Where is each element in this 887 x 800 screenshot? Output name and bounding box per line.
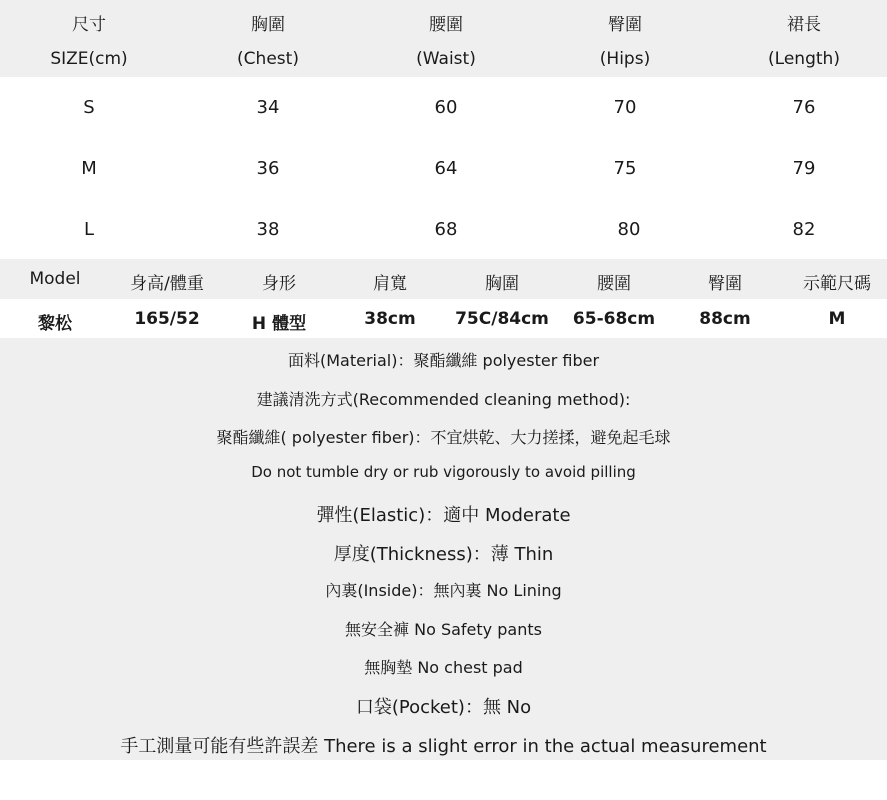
size-header-cell: 尺寸 [72,15,106,35]
chest-cell: 34 [256,97,280,118]
waist-header-cell: 腰圍 [429,15,463,35]
body-type-cell: H 體型 [251,314,307,334]
body-type-header-cell: 身形 [262,274,296,294]
cleaning-note-zh-line: 聚酯纖維( polyester fiber)：不宜烘乾、大力搓揉，避免起毛球 [216,428,671,447]
chest-pad-line: 無胸墊 No chest pad [364,658,523,677]
safety-pants-line: 無安全褲 No Safety pants [345,620,542,639]
length-cell: 79 [792,158,816,179]
chest-cell: 38 [256,219,280,240]
size-cell: S [83,97,95,118]
hips-cell: 88cm [699,309,751,329]
thickness-line: 厚度(Thickness)：薄 Thin [333,544,554,565]
length-header-en: (Length) [768,49,840,69]
size-table-header [0,0,887,77]
demo-size-header-cell: 示範尺碼 [803,274,871,294]
size-cell: M [81,158,97,179]
model-table-row [0,299,887,338]
hips-header-cell: 臀圍 [608,15,642,35]
chest-header-cell: 胸圍 [485,274,519,294]
waist-header-en: (Waist) [416,49,476,69]
length-cell: 76 [792,97,816,118]
elastic-line: 彈性(Elastic)：適中 Moderate [316,505,571,526]
chest-cell: 36 [256,158,280,179]
hips-header-en: (Hips) [599,49,651,69]
cleaning-note-en-line: Do not tumble dry or rub vigorously to avoid pilling [251,463,636,481]
hips-header-cell: 臀圍 [708,274,742,294]
waist-cell: 64 [434,158,458,179]
cleaning-title-line: 建議清洗方式(Recommended cleaning method): [256,390,631,409]
chest-header-en: (Chest) [237,49,299,69]
measurement-error-line: 手工測量可能有些許誤差 There is a slight error in the actual measurement [120,736,767,757]
height-weight-header-cell: 身高/體重 [130,274,204,294]
pocket-line: 口袋(Pocket)：無 No [355,697,532,718]
inside-line: 內裏(Inside)：無內裏 No Lining [325,581,562,600]
size-header-en: SIZE(cm) [50,49,128,69]
length-header-cell: 裙長 [787,15,821,35]
chest-cell: 75C/84cm [455,309,549,329]
hips-cell: 75 [613,158,637,179]
waist-cell: 60 [434,97,458,118]
material-line: 面料(Material)：聚酯纖維 polyester fiber [287,351,600,370]
waist-cell: 68 [434,219,458,240]
waist-header-cell: 腰圍 [597,274,631,294]
shoulder-header-cell: 肩寬 [373,274,407,294]
hips-cell: 70 [613,97,637,118]
model-table-header [0,259,887,299]
waist-cell: 65-68cm [572,309,656,329]
shoulder-cell: 38cm [364,309,416,329]
demo-size-cell: M [828,309,846,329]
length-cell: 82 [792,219,816,240]
height-weight-cell: 165/52 [134,309,200,329]
size-table-body [0,77,887,259]
model-name-cell: 黎松 [38,314,72,334]
size-cell: L [83,219,95,240]
model-header-cell: Model [29,269,81,289]
hips-cell: 80 [617,219,641,240]
product-info-block [0,338,887,760]
chest-header-cell: 胸圍 [251,15,285,35]
